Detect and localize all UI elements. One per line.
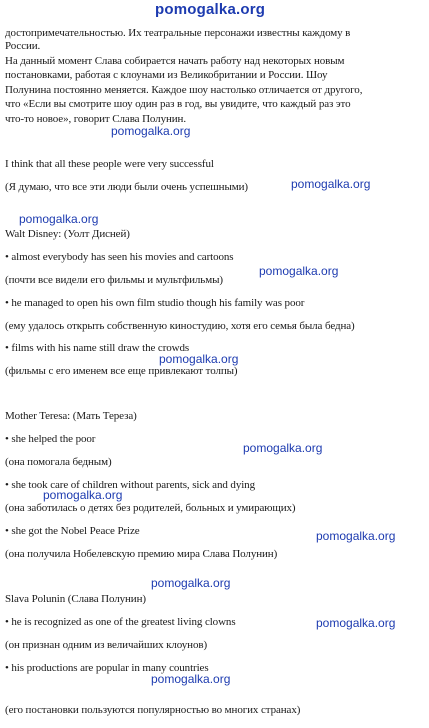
- bullet-russian: (почти все видели его фильмы и мультфильмы): [5, 274, 223, 286]
- bullet-russian: (ему удалось открыть собственную киностудию, хотя его семья была бедна): [5, 320, 355, 332]
- bullet-english: • she got the Nobel Peace Prize: [5, 525, 140, 537]
- bullet-english: • she took care of children without parents, sick and dying: [5, 479, 255, 491]
- paragraph-line: Полунина постоянно меняется. Каждое шоу настолько отличается от другого,: [5, 84, 363, 96]
- bullet-russian: (она получила Нобелевскую премию мира Слава Полунин): [5, 548, 278, 560]
- bullet-russian: (он признан одним из величайших клоунов): [5, 639, 208, 651]
- paragraph-line: России.: [5, 40, 41, 52]
- intro-english: I think that all these people were very successful: [5, 158, 214, 170]
- watermark: pomogalka.org: [159, 352, 239, 366]
- watermark: pomogalka.org: [151, 576, 231, 590]
- bullet-russian: (фильмы с его именем все еще привлекают толпы): [5, 365, 238, 377]
- watermark: pomogalka.org: [111, 124, 191, 138]
- watermark: pomogalka.org: [243, 441, 323, 455]
- watermark: pomogalka.org: [316, 616, 396, 630]
- paragraph-line: достопримечательностью. Их театральные персонажи известны каждому в: [5, 27, 351, 39]
- watermark: pomogalka.org: [259, 264, 339, 278]
- bullet-english: • she helped the poor: [5, 433, 96, 445]
- bullet-english: • his productions are popular in many countries: [5, 662, 209, 674]
- section-heading-slava-polunin: Slava Polunin (Слава Полунин): [5, 593, 146, 605]
- watermark: pomogalka.org: [43, 488, 123, 502]
- bullet-russian: (она помогала бедным): [5, 456, 112, 468]
- bullet-english: • almost everybody has seen his movies and cartoons: [5, 251, 234, 263]
- watermark: pomogalka.org: [316, 529, 396, 543]
- paragraph-line: На данный момент Слава собирается начать работу над некоторых новым: [5, 55, 345, 67]
- watermark-header: pomogalka.org: [155, 1, 266, 18]
- bullet-english: • he managed to open his own film studio though his family was poor: [5, 297, 305, 309]
- section-heading-walt-disney: Walt Disney: (Уолт Дисней): [5, 228, 130, 240]
- bullet-english: • films with his name still draw the crowds: [5, 342, 190, 354]
- section-heading-mother-teresa: Mother Teresa: (Мать Тереза): [5, 410, 137, 422]
- paragraph-line: что «Если вы смотрите шоу один раз в год, вы увидите, что каждый раз это: [5, 98, 351, 110]
- watermark: pomogalka.org: [19, 212, 99, 226]
- watermark: pomogalka.org: [291, 177, 371, 191]
- bullet-english: • he is recognized as one of the greatest living clowns: [5, 616, 236, 628]
- watermark: pomogalka.org: [151, 672, 231, 686]
- paragraph-line: что-то новое», говорит Слава Полунин.: [5, 113, 186, 125]
- bullet-russian: (его постановки пользуются популярностью во многих странах): [5, 704, 301, 716]
- paragraph-line: постановками, работая с клоунами из Великобритании и России. Шоу: [5, 69, 328, 81]
- intro-russian: (Я думаю, что все эти люди были очень успешными): [5, 181, 248, 193]
- bullet-russian: (она заботилась о детях без родителей, больных и умирающих): [5, 502, 296, 514]
